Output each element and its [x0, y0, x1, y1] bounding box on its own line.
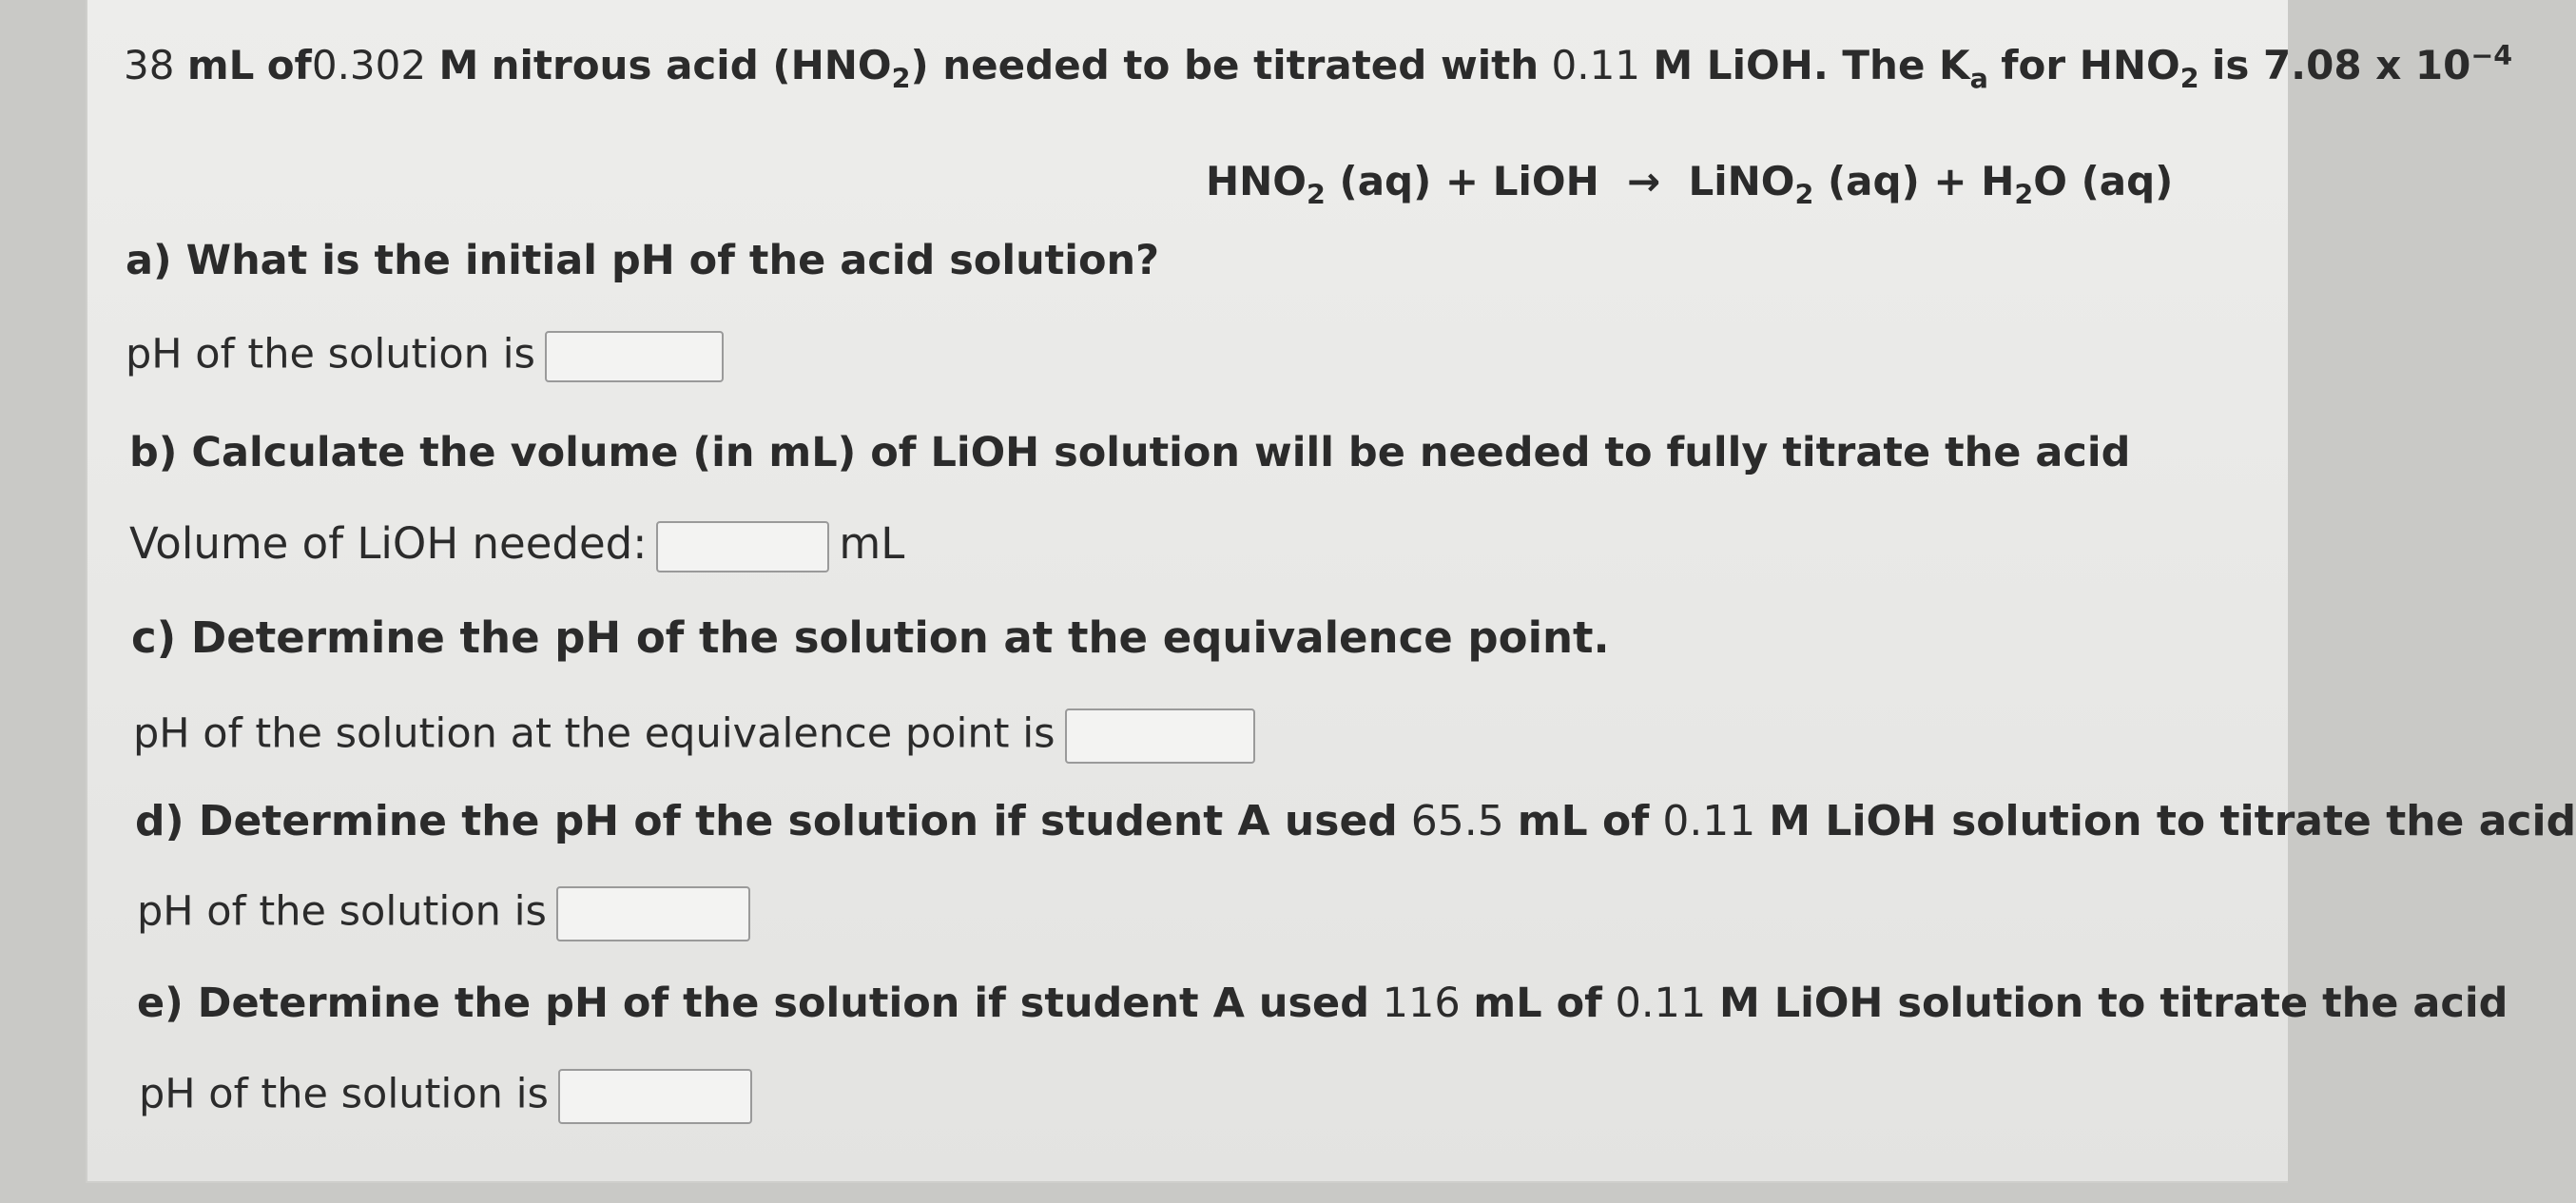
answer-label-c: pH of the solution at the equivalence point is	[133, 709, 1056, 758]
answer-row-e	[139, 1069, 752, 1124]
question-b: b) Calculate the volume (in mL) of LiOH solution will be needed to fully titrate the acid	[129, 429, 2131, 476]
answer-input-c[interactable]	[1065, 708, 1255, 764]
answer-input-e[interactable]	[558, 1069, 752, 1124]
answer-label-e: pH of the solution is	[139, 1070, 549, 1118]
question-c: c) Determine the pH of the solution at the equivalence point.	[131, 612, 1610, 663]
question-d: d) Determine the pH of the solution if student A used 65.5 mL of 0.11 M LiOH solution to titrate the acid	[135, 797, 2576, 845]
problem-statement: 38 mL of0.302 M nitrous acid $(HNO_2)$ needed to be titrated with 0.11 M LiOH. The $K_a$ for $HNO_2$ is 7.08 x $10^{-4}$	[124, 39, 2513, 95]
answer-input-b[interactable]	[656, 521, 829, 572]
answer-label-d: pH of the solution is	[137, 887, 547, 936]
answer-label-b: Volume of LiOH needed:	[129, 518, 648, 569]
unit-label-b: mL	[839, 518, 905, 569]
worksheet-page	[86, 0, 2576, 1183]
answer-label-a: pH of the solution is	[126, 330, 535, 378]
answer-row-d	[137, 886, 750, 941]
answer-row-b	[129, 518, 905, 572]
question-e: e) Determine the pH of the solution if student A used 116 mL of 0.11 M LiOH solution to titrate the acid	[137, 980, 2508, 1027]
answer-row-c	[133, 708, 1255, 764]
question-a: a) What is the initial pH of the acid solution?	[126, 237, 1160, 284]
answer-input-d[interactable]	[556, 886, 750, 941]
answer-input-a[interactable]	[545, 331, 724, 382]
reaction-arrow: →	[1627, 158, 1661, 204]
reaction-equation: $HNO_2$ (aq) + LiOH → LiNO$_2$ $(aq) + H_2O$ (aq)	[1206, 158, 2174, 211]
answer-row-a	[126, 331, 724, 382]
